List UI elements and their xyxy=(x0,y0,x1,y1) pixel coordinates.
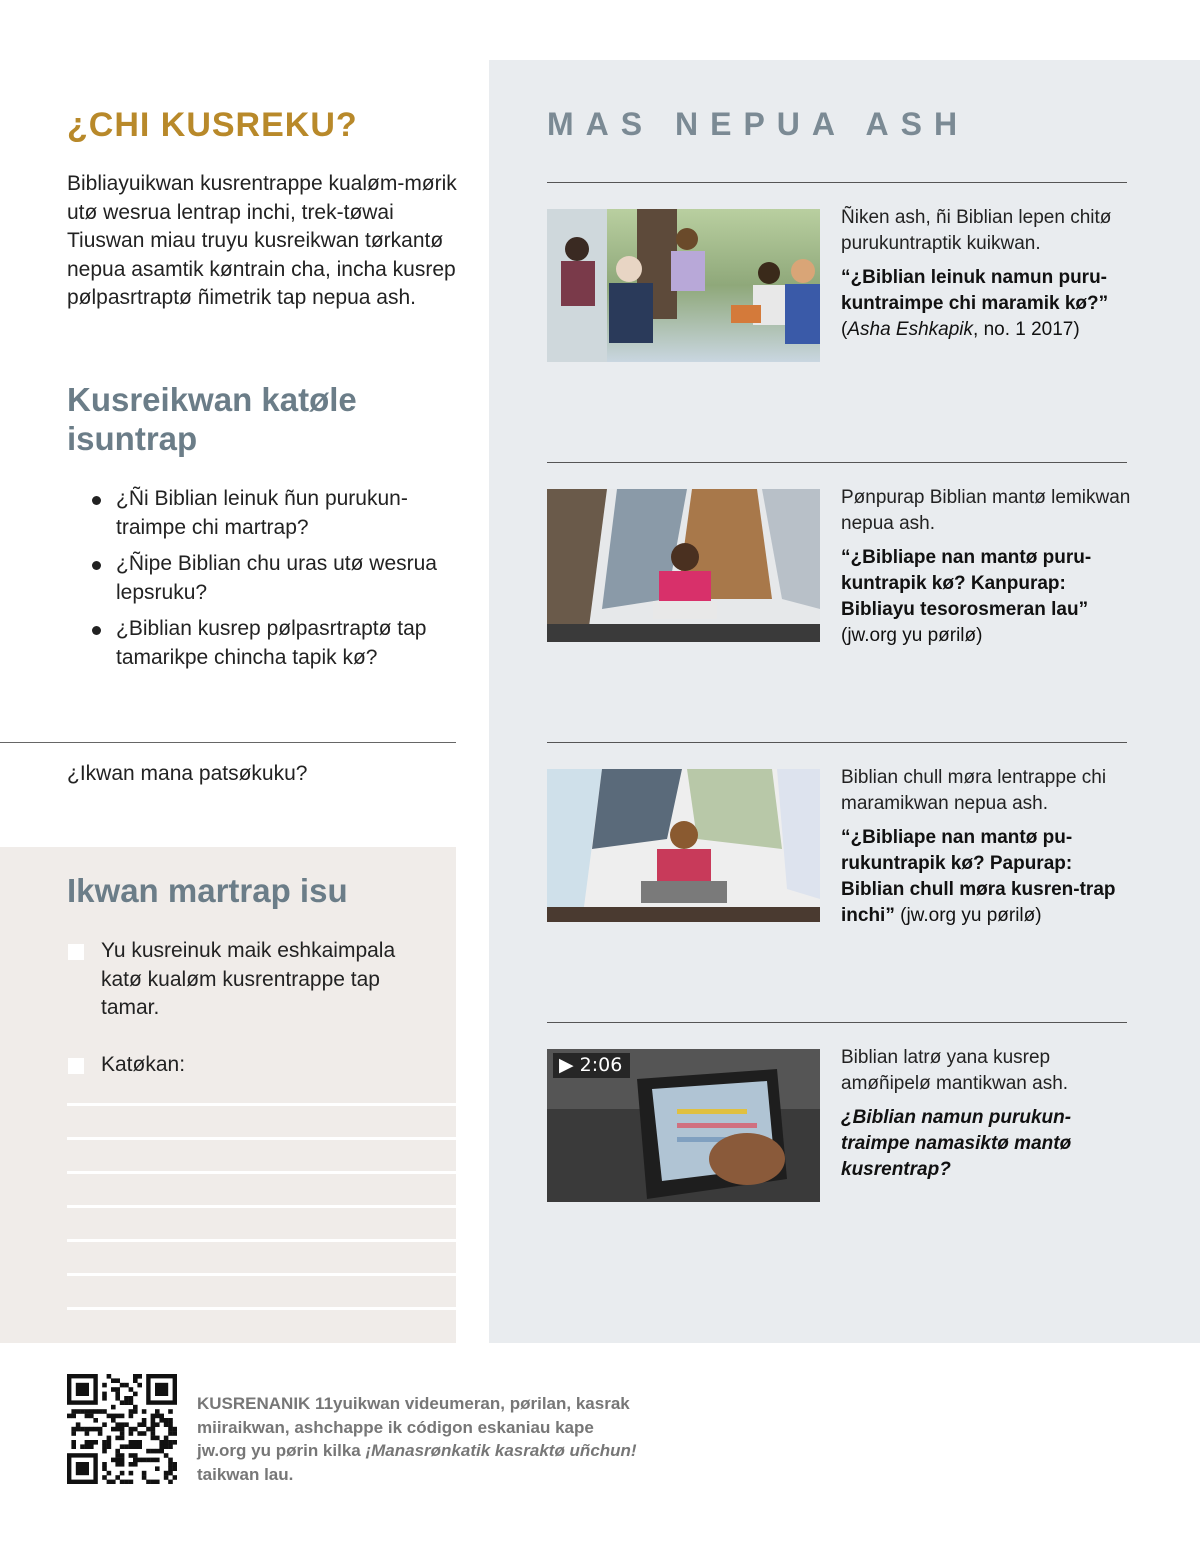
thumbnail-boy-reading-bible[interactable] xyxy=(547,489,820,642)
item-description: Ñiken ash, ñi Biblian lepen chitø purukuntraptik kuikwan. xyxy=(841,207,1112,254)
ask-prompt: ¿Ikwan mana patsøkuku? xyxy=(67,762,308,785)
item-description: Biblian chull møra lentrappe chi maramikwan nepua ash. xyxy=(841,767,1107,814)
qr-code[interactable] xyxy=(67,1374,177,1484)
divider xyxy=(0,742,456,743)
checkbox-visit-label: Yu kusreinuk maik eshkaimpala katø kualøm kusrentrappe tap tamar. xyxy=(101,939,396,1019)
write-line[interactable] xyxy=(67,1205,456,1208)
bullet-icon xyxy=(92,496,101,505)
request-form-panel xyxy=(0,847,456,1343)
questions-list xyxy=(92,485,462,680)
intro-paragraph: Bibliayuikwan kusrentrappe kualøm-mørik utø wesrua lentrap inchi, trek-tøwai Tiuswan miau truyu kusreikwan tørkantø nepua asamtik køntrain cha, incha kusrep pølpasrtraptø ñimetrik tap nepua ash. xyxy=(67,172,457,309)
bullet-icon xyxy=(92,561,101,570)
list-item: ¿Ñi Biblian leinuk ñun purukun-traimpe chi martrap? xyxy=(92,485,462,542)
divider xyxy=(547,182,1127,183)
item-title-link[interactable]: “¿Biblian leinuk namun puru-kuntraimpe chi maramik kø?” (Asha Eshkapik, no. 1 2017) xyxy=(841,267,1109,340)
list-item: ¿Biblian kusrep pølpasrtraptø tap tamarikpe chincha tapik kø? xyxy=(92,615,462,672)
more-info-heading: MAS NEPUA ASH xyxy=(547,106,970,142)
footer-text: KUSRENANIK 11yuikwan videumeran, pørilan, kasrak miiraikwan, ashchappe ik códigon eskaniau kape jw.org yu pørin kilka ¡Manasrønkatik kasraktø uñchun! taikwan lau. xyxy=(197,1394,637,1484)
divider xyxy=(547,1022,1127,1023)
form-heading: Ikwan martrap isu xyxy=(67,872,348,909)
item-description: Pønpurap Biblian mantø lemikwan nepua ash. xyxy=(841,487,1131,534)
item-source: (jw.org yu pørilø) xyxy=(900,905,1042,926)
divider xyxy=(547,462,1127,463)
checkbox-other-label: Katøkan: xyxy=(101,1053,186,1076)
checkbox-other[interactable] xyxy=(68,1058,84,1074)
checkbox-visit[interactable] xyxy=(68,944,84,960)
write-line[interactable] xyxy=(67,1307,456,1310)
thumbnail-girl-reading-bible[interactable] xyxy=(547,769,820,922)
item-source: (Asha Eshkapik, no. 1 2017) xyxy=(841,319,1080,340)
video-duration-badge: ▶ 2:06 xyxy=(553,1053,630,1078)
item-description: Biblian latrø yana kusrep amøñipelø mantikwan ash. xyxy=(841,1047,1069,1094)
list-item: ¿Ñipe Biblian chu uras utø wesrua lepsruku? xyxy=(92,550,462,607)
item-title-link[interactable]: “¿Bibliape nan mantø pu-rukuntrapik kø? Papurap: Biblian chull møra kusren-trap inchi” (jw.org yu pørilø) xyxy=(841,827,1116,926)
write-line[interactable] xyxy=(67,1239,456,1242)
write-line[interactable] xyxy=(67,1103,456,1106)
page-title: ¿CHI KUSREKU? xyxy=(67,106,358,144)
write-line[interactable] xyxy=(67,1171,456,1174)
write-line[interactable] xyxy=(67,1273,456,1276)
thumbnail-people-reading-bible[interactable] xyxy=(547,209,820,362)
bullet-icon xyxy=(92,626,101,635)
divider xyxy=(547,742,1127,743)
write-line[interactable] xyxy=(67,1137,456,1140)
video-thumbnail-tablet[interactable] xyxy=(547,1049,820,1202)
item-source: (jw.org yu pørilø) xyxy=(841,625,983,646)
video-title-link[interactable]: ¿Biblian namun purukun-traimpe namasiktø mantø kusrentrap? xyxy=(841,1107,1072,1180)
questions-heading: Kusreikwan katøle isuntrap xyxy=(67,381,357,457)
item-title-link[interactable]: “¿Bibliape nan mantø puru-kuntrapik kø? Kanpurap: Bibliayu tesorosmeran lau” (jw.org yu pørilø) xyxy=(841,547,1092,646)
